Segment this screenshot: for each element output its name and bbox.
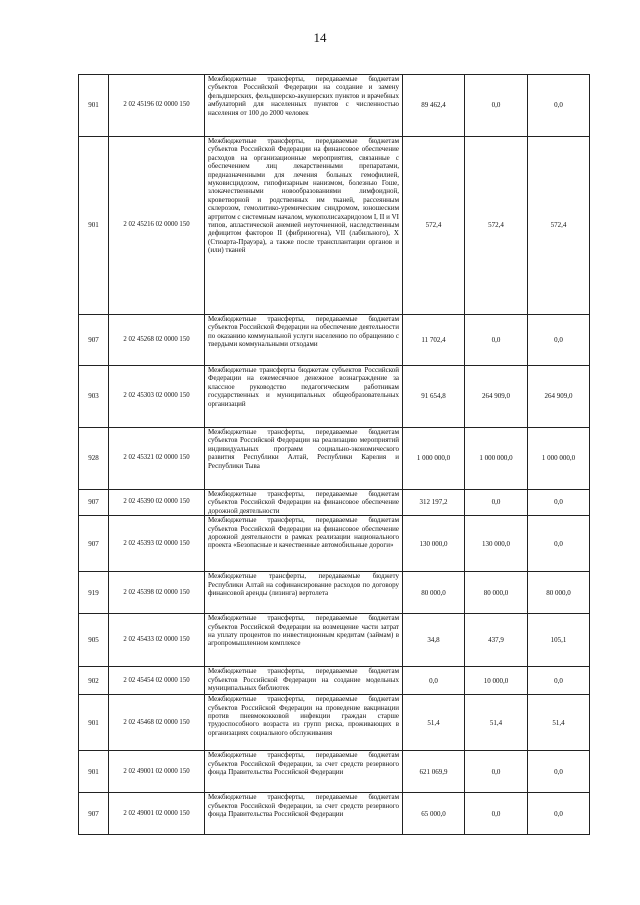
description-cell: Межбюджетные трансферты бюджетам субъектов Российской Федерации на ежемесячное денежное вознаграждение за классное руководство педагогическим работникам государственных и муниципальных общеобразовательных организаций: [205, 366, 403, 428]
table-row: [79, 614, 590, 667]
description-cell: Межбюджетные трансферты, передаваемые бюджетам субъектов Российской Федерации на создание модельных муниципальных библиотек: [205, 667, 403, 695]
amount-year-2-cell: 1 000 000,0: [465, 428, 528, 490]
amount-year-1-cell: 89 462,4: [403, 75, 465, 137]
table-row: [79, 315, 590, 366]
admin-code-cell: 901: [79, 751, 109, 793]
amount-year-1-cell: 621 069,9: [403, 751, 465, 793]
admin-code-cell: 905: [79, 614, 109, 667]
table-row: [79, 490, 590, 516]
amount-year-2-cell: 264 909,0: [465, 366, 528, 428]
amount-year-2-cell: 0,0: [465, 490, 528, 516]
amount-year-2-cell: 130 000,0: [465, 516, 528, 572]
description-cell: Межбюджетные трансферты, передаваемые бюджетам субъектов Российской Федерации на создание и замену фельдшерских, фельдшерско-акушерских пунктов и врачебных амбулаторий для населенных пунктов с численностью населения от 100 до 2000 человек: [205, 75, 403, 137]
amount-year-2-cell: 572,4: [465, 137, 528, 315]
budget-table: [78, 74, 590, 835]
amount-year-3-cell: 1 000 000,0: [528, 428, 590, 490]
budget-code-cell: 2 02 45303 02 0000 150: [109, 366, 205, 428]
amount-year-3-cell: 0,0: [528, 490, 590, 516]
budget-code-cell: 2 02 45454 02 0000 150: [109, 667, 205, 695]
budget-code-cell: 2 02 45196 02 0000 150: [109, 75, 205, 137]
amount-year-2-cell: 51,4: [465, 695, 528, 751]
admin-code-cell: 902: [79, 667, 109, 695]
admin-code-cell: 907: [79, 315, 109, 366]
description-cell: Межбюджетные трансферты, передаваемые бюджетам субъектов Российской Федерации на финансовое обеспечение расходов на организационные мероприятия, связанные с обеспечением лиц лекарственными препаратами, предназначенными для лечения больных гемофилией, муковисцидозом, гипофизарным нанизмом, болезнью Гоше, злокачественными новообразованиями лимфоидной, кроветворной и родственных им тканей, рассеянным склерозом, гемолитико-уремическим синдромом, юношеским артритом с системным началом, мукополисахаридозом I, II и VI типов, апластической анемией неуточненной, наследственным дефицитом факторов II (фибриногена), VII (лабильного), X (Стюарта-Прауэра), а также после трансплантации органов и (или) тканей: [205, 137, 403, 315]
amount-year-3-cell: 105,1: [528, 614, 590, 667]
budget-code-cell: 2 02 45268 02 0000 150: [109, 315, 205, 366]
amount-year-3-cell: 0,0: [528, 751, 590, 793]
admin-code-cell: 907: [79, 490, 109, 516]
amount-year-2-cell: 0,0: [465, 751, 528, 793]
table-body: [79, 75, 590, 835]
amount-year-3-cell: 80 000,0: [528, 572, 590, 614]
table-row: [79, 366, 590, 428]
amount-year-2-cell: 0,0: [465, 75, 528, 137]
description-cell: Межбюджетные трансферты, передаваемые бюджетам субъектов Российской Федерации, за счет средств резервного фонда Правительства Российской Федерации: [205, 751, 403, 793]
budget-code-cell: 2 02 49001 02 0000 150: [109, 793, 205, 835]
amount-year-3-cell: 572,4: [528, 137, 590, 315]
budget-code-cell: 2 02 45390 02 0000 150: [109, 490, 205, 516]
admin-code-cell: 901: [79, 75, 109, 137]
table-row: [79, 516, 590, 572]
description-cell: Межбюджетные трансферты, передаваемые бюджетам субъектов Российской Федерации на финансовое обеспечение дорожной деятельности в рамках реализации национального проекта «Безопасные и качественные автомобильные дороги»: [205, 516, 403, 572]
description-cell: Межбюджетные трансферты, передаваемые бюджетам субъектов Российской Федерации на реализацию мероприятий индивидуальных программ социально-экономического развития Республики Алтай, Республики Карелия и Республики Тыва: [205, 428, 403, 490]
amount-year-3-cell: 0,0: [528, 315, 590, 366]
table-row: [79, 572, 590, 614]
page-number: 14: [313, 30, 327, 45]
table-row: [79, 695, 590, 751]
description-cell: Межбюджетные трансферты, передаваемые бюджетам субъектов Российской Федерации на проведение вакцинации против пневмококковой инфекции граждан старше трудоспособного возраста из групп риска, проживающих в организациях социального обслуживания: [205, 695, 403, 751]
table-row: [79, 793, 590, 835]
description-cell: Межбюджетные трансферты, передаваемые бюджетам субъектов Российской Федерации на возмещение части затрат на уплату процентов по инвестиционным кредитам (займам) в агропромышленном комплексе: [205, 614, 403, 667]
amount-year-1-cell: 34,8: [403, 614, 465, 667]
amount-year-1-cell: 130 000,0: [403, 516, 465, 572]
amount-year-1-cell: 65 000,0: [403, 793, 465, 835]
amount-year-2-cell: 0,0: [465, 315, 528, 366]
amount-year-1-cell: 312 197,2: [403, 490, 465, 516]
amount-year-1-cell: 0,0: [403, 667, 465, 695]
amount-year-1-cell: 572,4: [403, 137, 465, 315]
description-cell: Межбюджетные трансферты, передаваемые бюджетам субъектов Российской Федерации на финансовое обеспечение дорожной деятельности: [205, 490, 403, 516]
description-cell: Межбюджетные трансферты, передаваемые бюджетам субъектов Российской Федерации, за счет средств резервного фонда Правительства Российской Федерации: [205, 793, 403, 835]
admin-code-cell: 928: [79, 428, 109, 490]
amount-year-2-cell: 437,9: [465, 614, 528, 667]
budget-code-cell: 2 02 45216 02 0000 150: [109, 137, 205, 315]
amount-year-2-cell: 0,0: [465, 793, 528, 835]
amount-year-3-cell: 264 909,0: [528, 366, 590, 428]
amount-year-3-cell: 0,0: [528, 667, 590, 695]
admin-code-cell: 901: [79, 137, 109, 315]
table-row: [79, 751, 590, 793]
budget-code-cell: 2 02 45321 02 0000 150: [109, 428, 205, 490]
admin-code-cell: 903: [79, 366, 109, 428]
admin-code-cell: 907: [79, 516, 109, 572]
amount-year-1-cell: 91 654,8: [403, 366, 465, 428]
amount-year-1-cell: 80 000,0: [403, 572, 465, 614]
amount-year-3-cell: 0,0: [528, 75, 590, 137]
budget-code-cell: 2 02 45398 02 0000 150: [109, 572, 205, 614]
table-row: [79, 428, 590, 490]
amount-year-1-cell: 11 702,4: [403, 315, 465, 366]
table-row: [79, 75, 590, 137]
table-row: [79, 667, 590, 695]
description-cell: Межбюджетные трансферты, передаваемые бюджету Республики Алтай на софинансирование расходов по договору финансовой аренды (лизинга) вертолета: [205, 572, 403, 614]
amount-year-1-cell: 1 000 000,0: [403, 428, 465, 490]
amount-year-1-cell: 51,4: [403, 695, 465, 751]
amount-year-3-cell: 51,4: [528, 695, 590, 751]
budget-code-cell: 2 02 45433 02 0000 150: [109, 614, 205, 667]
amount-year-3-cell: 0,0: [528, 793, 590, 835]
table-row: [79, 137, 590, 315]
budget-code-cell: 2 02 45468 02 0000 150: [109, 695, 205, 751]
amount-year-3-cell: 0,0: [528, 516, 590, 572]
admin-code-cell: 919: [79, 572, 109, 614]
budget-code-cell: 2 02 49001 02 0000 150: [109, 751, 205, 793]
admin-code-cell: 901: [79, 695, 109, 751]
description-cell: Межбюджетные трансферты, передаваемые бюджетам субъектов Российской Федерации на обеспечение деятельности по оказанию коммунальной услуги населению по обращению с твердыми коммунальными отходами: [205, 315, 403, 366]
admin-code-cell: 907: [79, 793, 109, 835]
amount-year-2-cell: 10 000,0: [465, 667, 528, 695]
amount-year-2-cell: 80 000,0: [465, 572, 528, 614]
budget-code-cell: 2 02 45393 02 0000 150: [109, 516, 205, 572]
